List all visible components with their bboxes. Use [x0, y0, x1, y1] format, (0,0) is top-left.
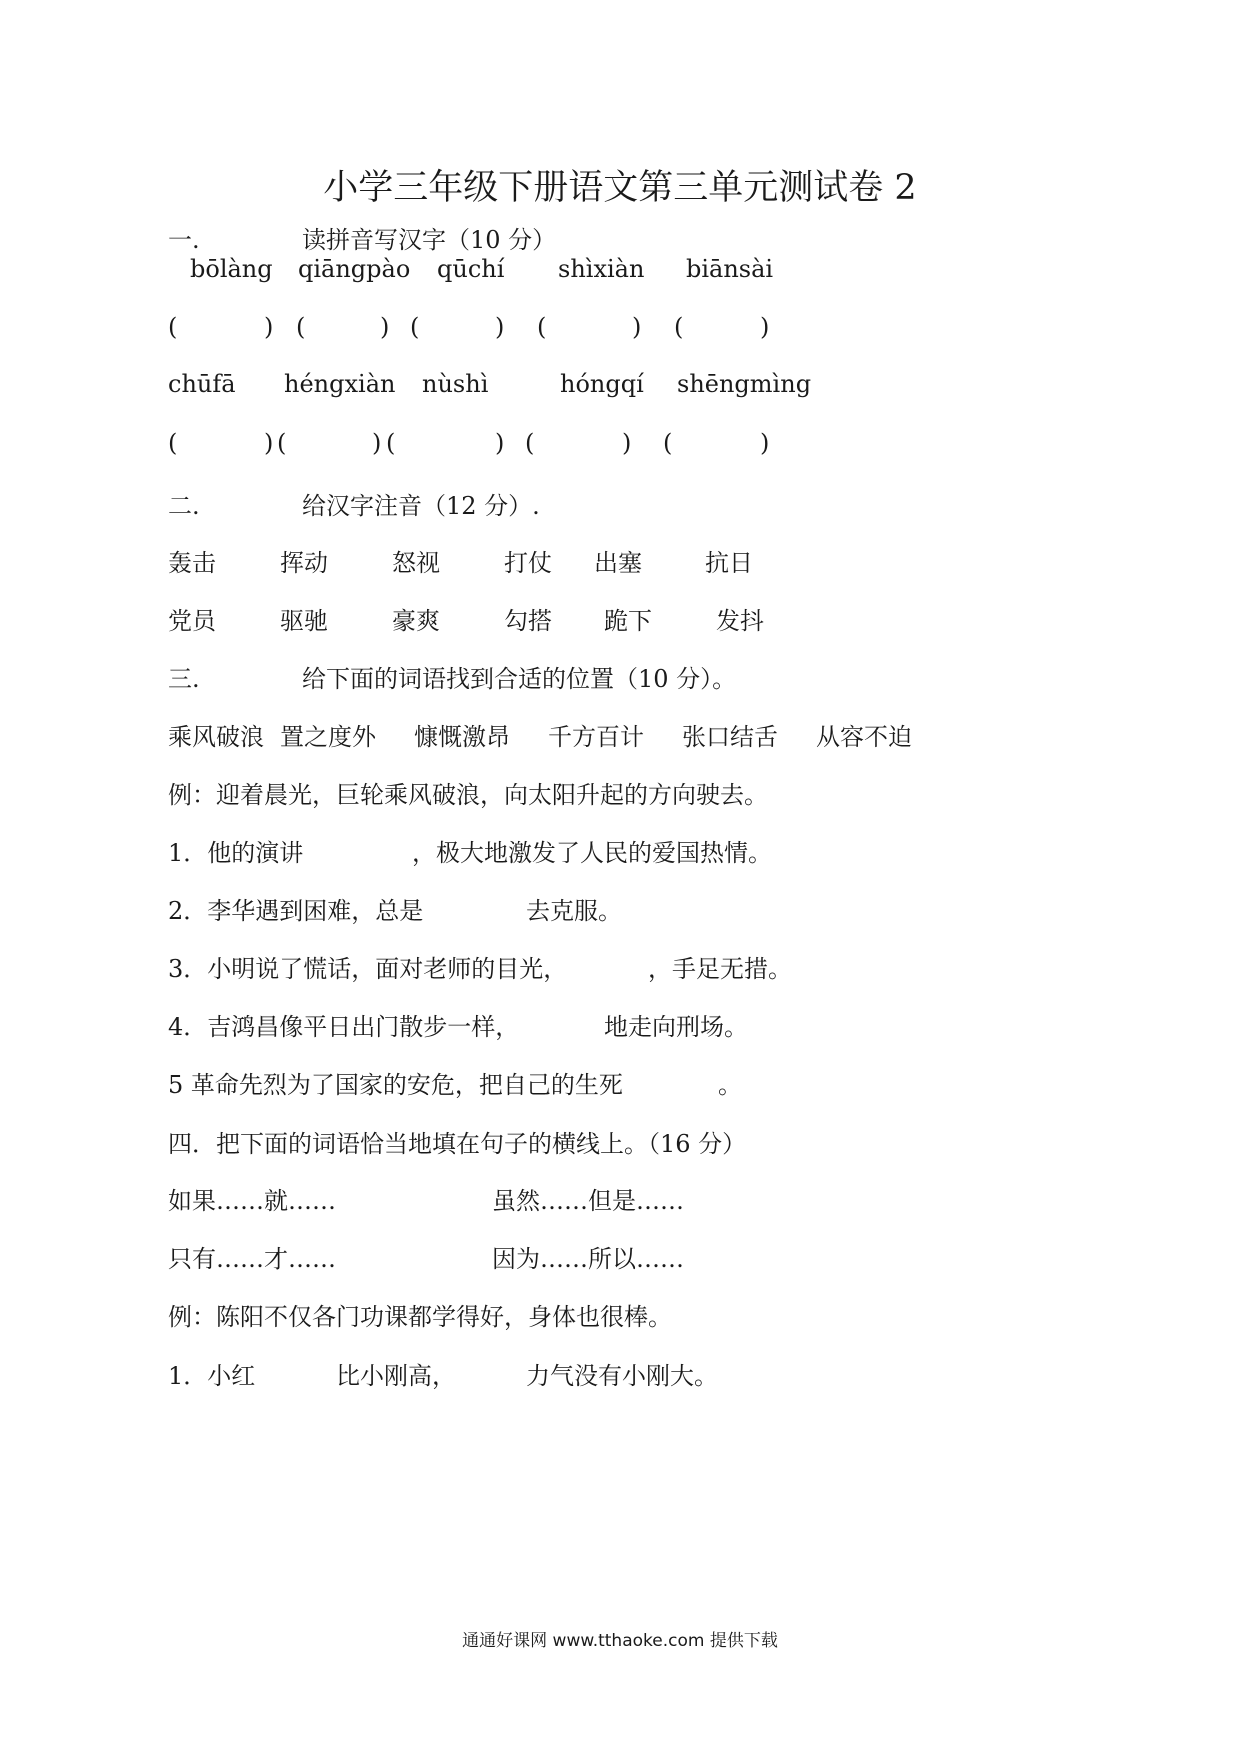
- word-choice: 慷慨激昂: [414, 723, 510, 751]
- pinyin-item: biānsài: [686, 255, 774, 283]
- section1-heading: 读拼音写汉字（10 分）: [302, 226, 557, 254]
- question-text: 4．吉鸿昌像平日出门散步一样，: [168, 1013, 520, 1041]
- question-text: 3．小明说了慌话，面对老师的目光，: [168, 955, 568, 983]
- question-text: ，手足无措。: [648, 955, 792, 983]
- page-footer: 通通好课网 www.tthaoke.com 提供下载: [462, 1631, 778, 1651]
- section3-heading: 给下面的词语找到合适的位置（10 分）。: [302, 665, 737, 693]
- hanzi-item: 党员: [168, 607, 216, 635]
- answer-paren-close: ): [495, 429, 505, 457]
- section4-heading: 四．把下面的词语恰当地填在句子的横线上。（16 分）: [168, 1130, 747, 1158]
- section3-number: 三.: [168, 665, 200, 693]
- word-choice: 置之度外: [280, 723, 376, 751]
- question-text: 去克服。: [526, 897, 622, 925]
- answer-paren-open: (: [674, 313, 684, 341]
- pinyin-item: nùshì: [422, 370, 489, 398]
- hanzi-item: 抗日: [705, 549, 753, 577]
- hanzi-item: 轰击: [168, 549, 216, 577]
- word-pair: 如果……就……: [168, 1187, 336, 1215]
- word-choice: 张口结舌: [682, 723, 778, 751]
- answer-paren-open: (: [663, 429, 673, 457]
- pinyin-item: qūchí: [437, 255, 505, 283]
- answer-paren-close: ): [632, 313, 642, 341]
- pinyin-item: shēngmìng: [677, 370, 812, 398]
- hanzi-item: 出塞: [594, 549, 642, 577]
- question-text: 1．他的演讲: [168, 839, 304, 867]
- answer-paren-open: (: [410, 313, 420, 341]
- answer-paren-close: ): [264, 313, 274, 341]
- word-pair: 只有……才……: [168, 1245, 336, 1273]
- question-text: 地走向刑场。: [604, 1013, 748, 1041]
- pinyin-item: héngxiàn: [284, 370, 396, 398]
- page-title: 小学三年级下册语文第三单元测试卷 2: [323, 168, 917, 208]
- word-pair: 虽然……但是……: [492, 1187, 684, 1215]
- section1-number: 一.: [168, 226, 200, 254]
- question-text: 5 革命先烈为了国家的安危，把自己的生死: [168, 1071, 623, 1099]
- question-text: 。: [718, 1071, 742, 1099]
- example-sentence: 例：迎着晨光，巨轮乘风破浪，向太阳升起的方向驶去。: [168, 781, 768, 809]
- question-text: 1．小红: [168, 1362, 256, 1390]
- pinyin-item: shìxiàn: [558, 255, 645, 283]
- section2-heading: 给汉字注音（12 分）.: [302, 492, 540, 520]
- answer-paren-open: (: [525, 429, 535, 457]
- word-choice: 乘风破浪: [168, 723, 264, 751]
- answer-paren-open: (: [296, 313, 306, 341]
- pinyin-item: chūfā: [168, 370, 236, 398]
- hanzi-item: 驱驰: [280, 607, 328, 635]
- hanzi-item: 豪爽: [392, 607, 440, 635]
- hanzi-item: 打仗: [504, 549, 552, 577]
- answer-paren-close: ): [622, 429, 632, 457]
- question-text: 力气没有小刚大。: [526, 1362, 718, 1390]
- hanzi-item: 发抖: [716, 607, 764, 635]
- answer-paren-open: (: [168, 429, 178, 457]
- word-pair: 因为……所以……: [492, 1245, 684, 1273]
- pinyin-item: qiāngpào: [298, 255, 411, 283]
- pinyin-item: hóngqí: [560, 370, 644, 398]
- answer-paren-close: ): [760, 313, 770, 341]
- answer-paren-open: (: [386, 429, 396, 457]
- word-choice: 从容不迫: [816, 723, 912, 751]
- word-choice: 千方百计: [548, 723, 644, 751]
- answer-paren-close: ): [495, 313, 505, 341]
- answer-paren-close: ): [372, 429, 382, 457]
- answer-paren-close: ): [760, 429, 770, 457]
- question-text: 比小刚高，: [336, 1362, 456, 1390]
- section2-number: 二.: [168, 492, 200, 520]
- question-text: 2．李华遇到困难，总是: [168, 897, 424, 925]
- hanzi-item: 勾搭: [504, 607, 552, 635]
- hanzi-item: 挥动: [280, 549, 328, 577]
- hanzi-item: 怒视: [392, 549, 440, 577]
- answer-paren-open: (: [277, 429, 287, 457]
- answer-paren-close: ): [380, 313, 390, 341]
- answer-paren-close: ): [264, 429, 274, 457]
- hanzi-item: 跪下: [604, 607, 652, 635]
- question-text: ，极大地激发了人民的爱国热情。: [412, 839, 772, 867]
- pinyin-item: bōlàng: [190, 255, 273, 283]
- answer-paren-open: (: [537, 313, 547, 341]
- example-sentence: 例：陈阳不仅各门功课都学得好，身体也很棒。: [168, 1303, 672, 1331]
- answer-paren-open: (: [168, 313, 178, 341]
